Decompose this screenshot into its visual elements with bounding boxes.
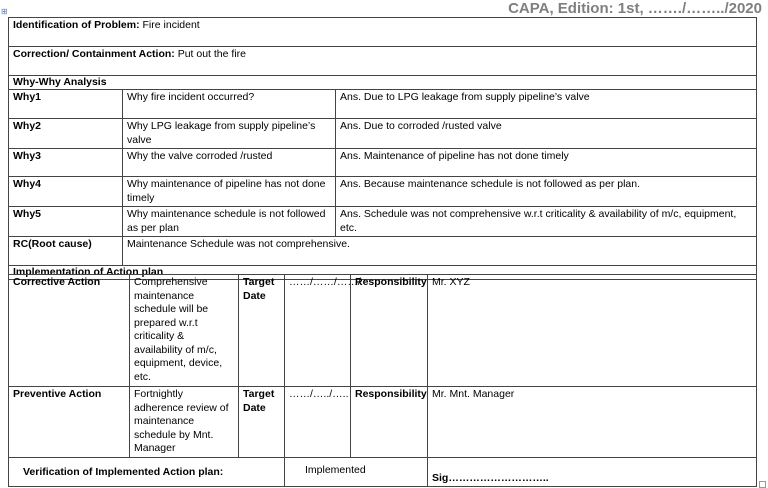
action-description: Comprehensive maintenance schedule will be prepared w.r.t criticality & availability of m/c, equipment, device, etc. [130, 275, 239, 387]
move-handle-icon[interactable]: ⊞ [1, 7, 8, 16]
why-answer: Ans. Maintenance of pipeline has not done timely [336, 149, 757, 177]
responsibility-value: Mr. XYZ [428, 275, 757, 387]
why-label: Why1 [9, 90, 123, 119]
action-plan-title: Implementation of Action plan [9, 266, 757, 280]
why-row [9, 119, 757, 149]
responsibility-label: Responsibility [351, 387, 428, 458]
action-type: Corrective Action [9, 275, 130, 387]
root-cause-label: RC(Root cause) [9, 237, 123, 266]
root-cause-row [9, 237, 757, 266]
why-label: Why2 [9, 119, 123, 149]
verification-row [9, 457, 757, 487]
problem-value: Fire incident [142, 19, 200, 31]
why-question: Why fire incident occurred? [123, 90, 336, 119]
verification-label: Verification of Implemented Action plan: [9, 457, 285, 487]
why-question: Why maintenance schedule is not followed as per plan [123, 207, 336, 237]
why-row [9, 207, 757, 237]
action-description: Fortnightly adherence review of maintenance schedule by Mnt. Manager [130, 387, 239, 458]
verification-status: Implemented [285, 457, 428, 487]
resize-handle-icon[interactable] [759, 481, 766, 488]
target-date-value: ……/……/……/ [285, 275, 351, 387]
action-row [9, 275, 757, 387]
problem-row [9, 18, 757, 47]
why-question: Why LPG leakage from supply pipeline’s valve [123, 119, 336, 149]
correction-row [9, 47, 757, 76]
edition-header: CAPA, Edition: 1st, ……./……../2020 [508, 0, 762, 17]
responsibility-label: Responsibility [351, 275, 428, 387]
responsibility-value: Mr. Mnt. Manager [428, 387, 757, 458]
capa-table [8, 17, 757, 280]
why-row [9, 90, 757, 119]
action-row [9, 387, 757, 458]
why-answer: Ans. Due to corroded /rusted valve [336, 119, 757, 149]
root-cause-value: Maintenance Schedule was not comprehensive. [123, 237, 757, 266]
why-analysis-title: Why-Why Analysis [9, 76, 757, 90]
target-date-label: Target Date [239, 387, 285, 458]
target-date-value: ……/…../….. [285, 387, 351, 458]
why-label: Why4 [9, 177, 123, 207]
why-answer: Ans. Because maintenance schedule is not followed as per plan. [336, 177, 757, 207]
correction-value: Put out the fire [177, 48, 246, 60]
action-plan-table [8, 274, 757, 487]
correction-label: Correction/ Containment Action: [13, 48, 175, 60]
signature-field: Sig……………………….. [428, 457, 757, 487]
why-analysis-title-row [9, 76, 757, 90]
why-answer: Ans. Due to LPG leakage from supply pipeline’s valve [336, 90, 757, 119]
why-question: Why maintenance of pipeline has not done timely [123, 177, 336, 207]
target-date-label: Target Date [239, 275, 285, 387]
problem-label: Identification of Problem: [13, 19, 140, 31]
why-label: Why5 [9, 207, 123, 237]
why-label: Why3 [9, 149, 123, 177]
why-row [9, 149, 757, 177]
why-answer: Ans. Schedule was not comprehensive w.r.t criticality & availability of m/c, equipment, etc. [336, 207, 757, 237]
why-row [9, 177, 757, 207]
why-question: Why the valve corroded /rusted [123, 149, 336, 177]
action-type: Preventive Action [9, 387, 130, 458]
